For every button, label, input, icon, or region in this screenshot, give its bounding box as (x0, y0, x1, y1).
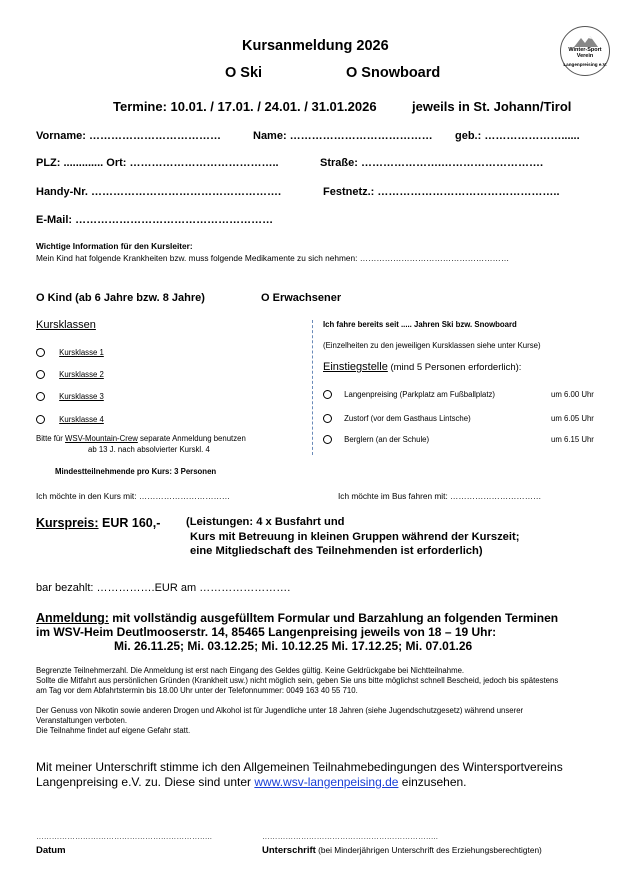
anmeldung-line-1: Anmeldung: mit vollständig ausgefülltem Formular und Barzahlung an folgenden Terminen (36, 611, 559, 625)
bus-mit-field[interactable]: Ich möchte im Bus fahren mit: …………………………… (338, 491, 542, 501)
stop-time: um 6.15 Uhr (551, 435, 594, 444)
column-divider (312, 320, 314, 455)
radio-icon (36, 348, 45, 357)
plz-ort-field[interactable]: PLZ: ............. Ort: ………………………………….. (36, 157, 279, 169)
agree-line-1: Mit meiner Unterschrift stimme ich den Allgemeinen Teilnahmebedingungen des Wintersportvereins (36, 760, 563, 774)
fineprint-4: Der Genuss von Nikotin sowie anderen Drogen und Alkohol ist für Jugendliche unter 18 Jahren (siehe Jugendschutzgesetz) während unserer (36, 706, 524, 715)
radio-icon (36, 392, 45, 401)
agree-line-2: Langenpreising e.V. zu. Diese sind unter www.wsv-langenpeising.de einzusehen. (36, 775, 467, 789)
wsv-website-link[interactable]: www.wsv-langenpeising.de (254, 775, 399, 789)
stop-langenpreising[interactable] (323, 390, 603, 399)
option-kind[interactable]: O Kind (ab 6 Jahre bzw. 8 Jahre) (36, 292, 205, 304)
leistungen-1: (Leistungen: 4 x Busfahrt und (186, 516, 345, 528)
fineprint-5: Veranstaltungen verboten. (36, 716, 128, 725)
page-title: Kursanmeldung 2026 (242, 38, 389, 54)
einstieg-heading: Einstiegstelle (mind 5 Personen erforderlich): (323, 361, 522, 373)
kursklassen-details: (Einzelheiten zu den jeweiligen Kursklassen siehe unter Kurse) (323, 341, 541, 350)
option-snowboard[interactable]: O Snowboard (346, 65, 441, 81)
strasse-field[interactable]: Straße: ………………….………………………. (320, 157, 544, 169)
unterschrift-label: Unterschrift (bei Minderjährigen Unterschrift des Erziehungsberechtigten) (262, 845, 542, 856)
kursklasse-label: Kursklasse 2 (59, 370, 104, 379)
fineprint-2: Sollte die Mitfahrt aus persönlichen Gründen (Krankheit usw.) nicht möglich sein, geben Sie uns bitte möglichst schnell Bescheid, jedoch bis spätestens (36, 676, 559, 685)
jahre-field[interactable]: Ich fahre bereits seit ..... Jahren Ski bzw. Snowboard (323, 320, 517, 329)
stop-time: um 6.00 Uhr (551, 390, 594, 399)
mountain-icon (574, 35, 598, 47)
leistungen-3: eine Mitgliedschaft des Teilnehmenden ist erforderlich) (190, 545, 483, 557)
logo-text-3: Langenpreising e.V. (563, 62, 607, 67)
kursklasse-3[interactable] (36, 392, 104, 401)
mountain-crew-link[interactable]: WSV-Mountain-Crew (65, 434, 138, 443)
fineprint-3: am Tag vor dem Abfahrtstermin bis 18.00 Uhr unter der Telefonnummer: 0049 163 40 55 710. (36, 686, 358, 695)
info-text-field[interactable]: Mein Kind hat folgende Krankheiten bzw. muss folgende Medikamente zu sich nehmen: ……………………………………………… (36, 253, 510, 263)
radio-icon (36, 370, 45, 379)
stop-berglern[interactable] (323, 435, 603, 444)
fineprint-1: Begrenzte Teilnehmerzahl. Die Anmeldung ist erst nach Eingang des Geldes gültig. Keine Geldrückgabe bei Nichtteilnahme. (36, 666, 465, 675)
kursklasse-label: Kursklasse 1 (59, 348, 104, 357)
option-erwachsener[interactable]: O Erwachsener (261, 292, 342, 304)
kursklasse-label: Kursklasse 4 (59, 415, 104, 424)
mountain-crew-note: Bitte für WSV-Mountain-Crew separate Anmeldung benutzen (36, 434, 246, 443)
vorname-field[interactable]: Vorname: ……………………………… (36, 130, 221, 142)
ort: jeweils in St. Johann/Tirol (412, 99, 572, 114)
kurs-mit-field[interactable]: Ich möchte in den Kurs mit: …………………………… (36, 491, 231, 501)
kursklasse-4[interactable] (36, 415, 104, 424)
handy-field[interactable]: Handy-Nr. ……………………………………………. (36, 186, 282, 198)
unterschrift-line[interactable]: ………………………………………………………….. (262, 832, 438, 841)
stop-name: Berglern (an der Schule) (344, 435, 430, 444)
stop-zustorf[interactable] (323, 414, 603, 423)
radio-icon (323, 414, 332, 423)
anmeldung-dates: Mi. 26.11.25; Mi. 03.12.25; Mi. 10.12.25 Mi. 17.12.25; Mi. 07.01.26 (114, 639, 473, 653)
kursklasse-label: Kursklasse 3 (59, 392, 104, 401)
logo-text-2: Verein (576, 53, 594, 59)
info-title: Wichtige Information für den Kursleiter: (36, 241, 193, 251)
kurspreis: Kurspreis: EUR 160,- (36, 516, 161, 530)
email-field[interactable]: E-Mail: ……………………………………………… (36, 214, 274, 226)
stop-name: Langenpreising (Parkplatz am Fußballplatz) (344, 390, 495, 399)
option-ski[interactable]: O Ski (225, 65, 263, 81)
festnetz-field[interactable]: Festnetz.: ………………………………………….. (323, 186, 560, 198)
termine: Termine: 10.01. / 17.01. / 24.01. / 31.01.2026 (113, 99, 377, 114)
bar-bezahlt-field[interactable]: bar bezahlt: …………….EUR am ……………………. (36, 582, 291, 594)
radio-icon (323, 390, 332, 399)
fineprint-6: Die Teilnahme findet auf eigene Gefahr statt. (36, 726, 191, 735)
club-logo (560, 26, 610, 76)
kursklasse-2[interactable] (36, 370, 104, 379)
kursklasse-1[interactable] (36, 348, 104, 357)
leistungen-2: Kurs mit Betreuung in kleinen Gruppen während der Kurszeit; (190, 531, 520, 543)
geb-field[interactable]: geb.: …………………...... (455, 130, 580, 142)
min-teilnehmer: Mindestteilnehmende pro Kurs: 3 Personen (55, 467, 217, 476)
radio-icon (323, 435, 332, 444)
datum-line[interactable]: ………………………………………………………….. (36, 832, 212, 841)
anmeldung-line-2: im WSV-Heim Deutlmooserstr. 14, 85465 Langenpreising jeweils von 18 – 19 Uhr: (36, 625, 497, 639)
kursklassen-title: Kursklassen (36, 319, 96, 331)
name-field[interactable]: Name: ………………………………… (253, 130, 433, 142)
radio-icon (36, 415, 45, 424)
stop-name: Zustorf (vor dem Gasthaus Lintsche) (344, 414, 471, 423)
stop-time: um 6.05 Uhr (551, 414, 594, 423)
logo-text-1: Winter-Sport (568, 47, 602, 53)
mountain-crew-note-2: ab 13 J. nach absolvierter Kurskl. 4 (88, 445, 210, 454)
datum-label: Datum (36, 845, 66, 856)
